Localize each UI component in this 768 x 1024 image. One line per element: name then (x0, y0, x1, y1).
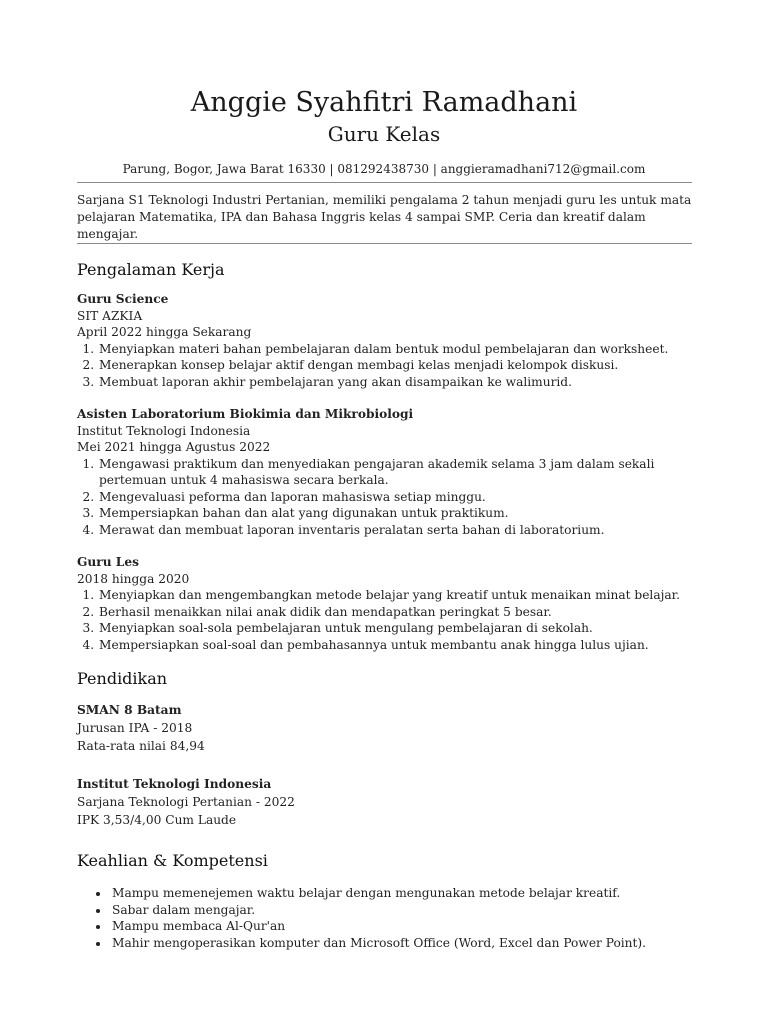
list-item: 3. Membuat laporan akhir pembelajaran yang akan disampaikan ke walimurid. (98, 374, 692, 391)
job-organization: Institut Teknologi Indonesia (77, 423, 251, 438)
list-item: 1. Menyiapkan dan mengembangkan metode belajar yang kreatif untuk menaikan minat belajar. (98, 587, 692, 604)
job-period: Mei 2021 hingga Agustus 2022 (77, 440, 271, 454)
list-item: • Sabar dalam mengajar. (110, 902, 692, 919)
list-item: 1. Menyiapkan materi bahan pembelajaran dalam bentuk modul pembelajaran dan worksheet. (98, 341, 692, 358)
contact-info: Parung, Bogor, Jawa Barat 16330 | 081292438730 | anggieramadhani712@gmail.com (122, 162, 646, 176)
list-item: 1. Mengawasi praktikum dan menyediakan pengajaran akademik selama 3 jam dalam sekali pertemuan untuk 4 mahasiswa secara berkala. (98, 456, 692, 489)
education-entry (77, 775, 692, 829)
job-duties-list (77, 456, 692, 539)
list-item: • Mampu memenejemen waktu belajar dengan mengunakan metode belajar kreatif. (110, 885, 692, 902)
list-item: 2. Mengevaluasi peforma dan laporan mahasiswa setiap minggu. (98, 489, 692, 506)
section-title-education: Pendidikan (77, 669, 168, 688)
candidate-name: Anggie Syahfitri Ramadhani (190, 87, 578, 118)
divider-top (77, 182, 692, 183)
job-entry (77, 554, 692, 653)
job-duties-list (77, 341, 692, 391)
list-item: 4. Merawat dan membuat laporan inventaris peralatan serta bahan di laboratorium. (98, 522, 692, 539)
school-grade: Rata-rata nilai 84,94 (77, 739, 205, 753)
job-duties-list (77, 587, 692, 653)
list-item: • Mampu membaca Al-Qur'an (110, 918, 692, 935)
candidate-role: Guru Kelas (327, 122, 441, 146)
job-title: Guru Science (77, 292, 169, 306)
list-item: 2. Menerapkan konsep belajar aktif dengan membagi kelas menjadi kelompok diskusi. (98, 357, 692, 374)
list-item: 2. Berhasil menaikkan nilai anak didik dan mendapatkan peringkat 5 besar. (98, 604, 692, 621)
skills-section (77, 885, 692, 951)
school-detail: Jurusan IPA - 2018 (77, 721, 193, 735)
job-entry (77, 406, 692, 538)
divider-summary (77, 243, 692, 244)
section-title-experience: Pengalaman Kerja (77, 260, 225, 279)
list-item: • Mahir mengoperasikan komputer dan Microsoft Office (Word, Excel dan Power Point). (110, 935, 692, 952)
education-entry (77, 701, 692, 755)
list-item: 3. Menyiapkan soal-sola pembelajaran untuk mengulang pembelajaran di sekolah. (98, 620, 692, 637)
list-item: 3. Mempersiapkan bahan dan alat yang digunakan untuk praktikum. (98, 505, 692, 522)
school-detail: Sarjana Teknologi Pertanian - 2022 (77, 795, 295, 809)
job-entry (77, 291, 692, 390)
list-item: 4. Mempersiapkan soal-soal dan pembahasannya untuk membantu anak hingga lulus ujian. (98, 637, 692, 654)
job-period: 2018 hingga 2020 (77, 571, 190, 586)
job-organization: SIT AZKIA (77, 308, 143, 323)
school-grade: IPK 3,53/4,00 Cum Laude (77, 813, 237, 827)
job-title: Asisten Laboratorium Biokimia dan Mikrobiologi (77, 407, 414, 421)
summary-text: Sarjana S1 Teknologi Industri Pertanian, memiliki pengalama 2 tahun menjadi guru les untuk mata pelajaran Matematika, IPA dan Bahasa Inggris kelas 4 sampai SMP. Ceria dan kreatif dalam mengajar. (77, 193, 692, 241)
job-title: Guru Les (77, 555, 139, 569)
resume-header (0, 0, 768, 177)
school-name: SMAN 8 Batam (77, 703, 182, 717)
section-title-skills: Keahlian & Kompetensi (77, 851, 268, 870)
job-period: April 2022 hingga Sekarang (77, 325, 252, 339)
school-name: Institut Teknologi Indonesia (77, 777, 272, 791)
skills-list (77, 885, 692, 951)
